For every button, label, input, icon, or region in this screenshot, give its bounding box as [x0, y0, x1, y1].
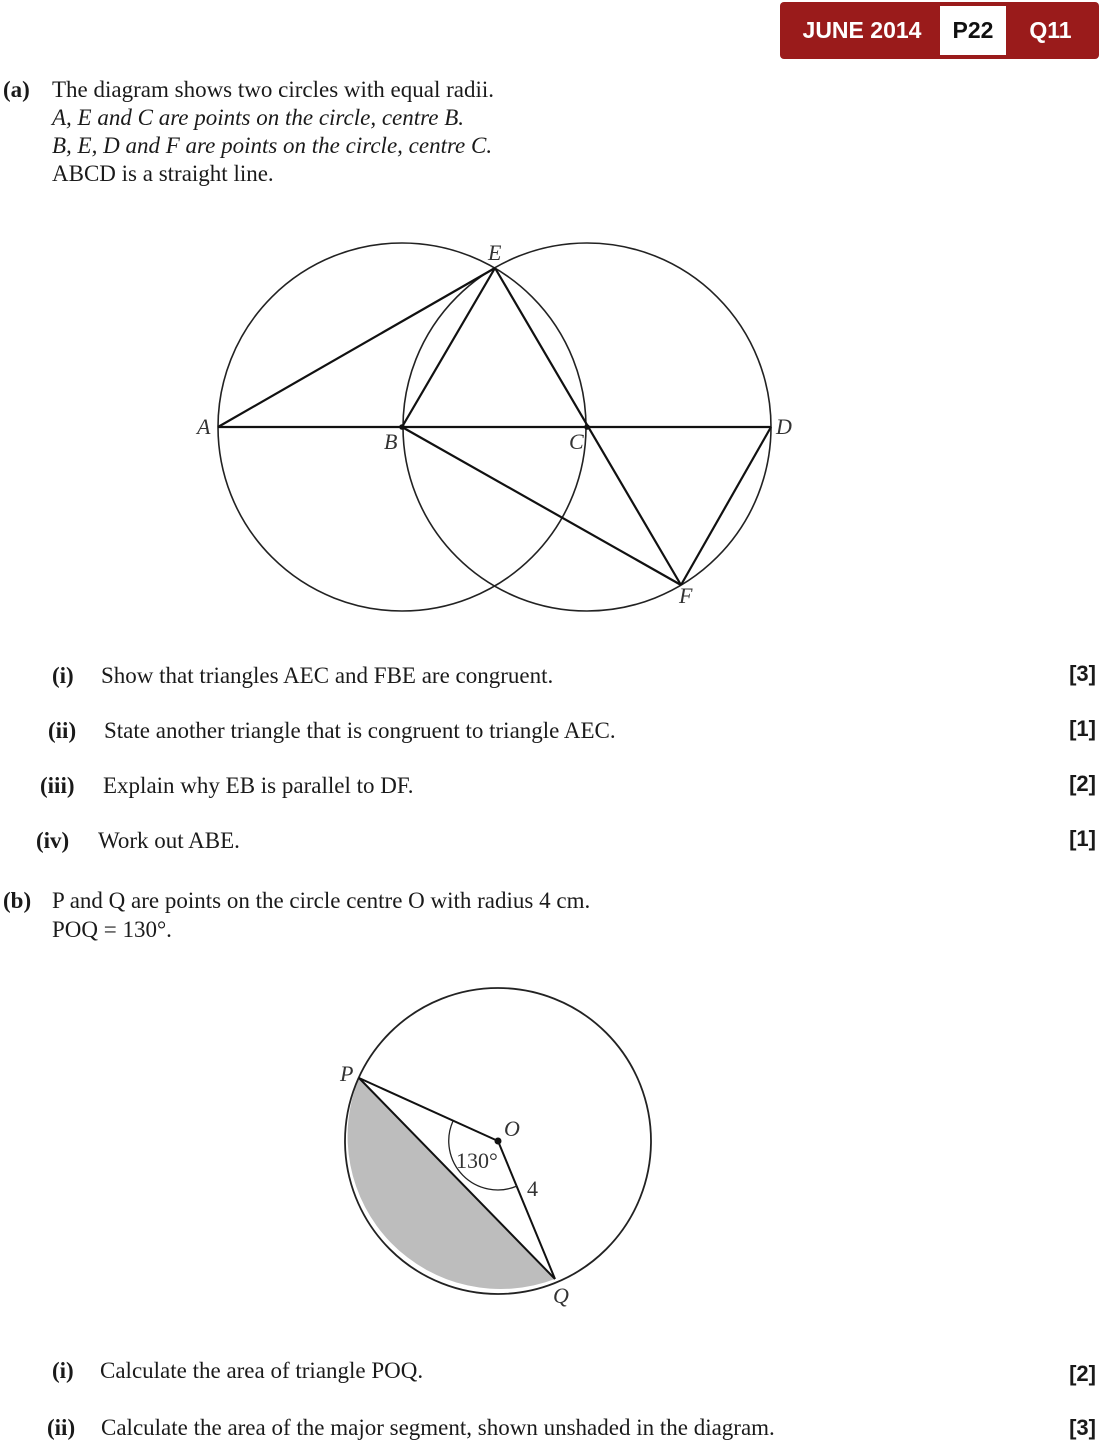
- segment-eb: [402, 268, 495, 427]
- label-f: F: [679, 583, 693, 608]
- part-b-label: (b): [3, 888, 32, 913]
- label-c: C: [569, 429, 584, 454]
- question-number: Q11: [1029, 17, 1072, 43]
- a-iii-label: (iii): [40, 773, 75, 798]
- part-a-label: (a): [3, 77, 30, 102]
- b-i-label: (i): [52, 1358, 74, 1383]
- point-o: [495, 1138, 502, 1145]
- a-iv-marks: [1]: [1069, 826, 1096, 851]
- a-iii-marks: [2]: [1069, 771, 1096, 796]
- a-iv-label: (iv): [36, 828, 70, 853]
- a-i-marks: [3]: [1069, 661, 1096, 686]
- a-iv-text: Work out ABE.: [98, 828, 240, 853]
- label-d: D: [776, 414, 792, 439]
- a-iii-text: Explain why EB is parallel to DF.: [103, 773, 414, 798]
- part-a-intro-1: The diagram shows two circles with equal radii.: [52, 77, 494, 102]
- b-i-text: Calculate the area of triangle POQ.: [100, 1358, 424, 1383]
- point-b: [399, 424, 405, 430]
- a-ii-label: (ii): [48, 718, 77, 743]
- part-a-intro-3: B, E, D and F are points on the circle, centre C.: [52, 133, 493, 158]
- a-ii-text: State another triangle that is congruent to triangle AEC.: [104, 718, 616, 743]
- part-b-intro-1: P and Q are points on the circle centre O with radius 4 cm.: [52, 888, 591, 913]
- label-o: O: [504, 1116, 520, 1141]
- b-ii-label: (ii): [47, 1415, 76, 1440]
- minor-segment-shaded: [348, 1078, 555, 1289]
- part-a-intro-4: ABCD is a straight line.: [52, 161, 274, 186]
- label-a: A: [197, 414, 211, 439]
- point-c: [584, 424, 590, 430]
- label-p: P: [340, 1061, 354, 1086]
- angle-label: 130°: [456, 1148, 498, 1173]
- a-i-text: Show that triangles AEC and FBE are congruent.: [101, 663, 554, 688]
- segment-fd: [681, 427, 771, 585]
- a-i-label: (i): [52, 663, 74, 688]
- label-e: E: [488, 240, 502, 265]
- exam-date: JUNE 2014: [802, 17, 922, 43]
- radius-label: 4: [527, 1176, 538, 1201]
- b-ii-marks: [3]: [1069, 1415, 1096, 1440]
- b-i-marks: [2]: [1069, 1361, 1096, 1386]
- part-a-intro-2: A, E and C are points on the circle, centre B.: [52, 105, 464, 130]
- a-ii-marks: [1]: [1069, 716, 1096, 741]
- label-q: Q: [553, 1283, 569, 1308]
- segment-ae: [218, 268, 495, 427]
- label-b: B: [384, 429, 398, 454]
- paper-code: P22: [940, 6, 1006, 55]
- segment-bf: [402, 427, 681, 585]
- b-ii-text: Calculate the area of the major segment, shown unshaded in the diagram.: [101, 1415, 775, 1440]
- part-b-intro-2: POQ = 130°.: [52, 917, 172, 942]
